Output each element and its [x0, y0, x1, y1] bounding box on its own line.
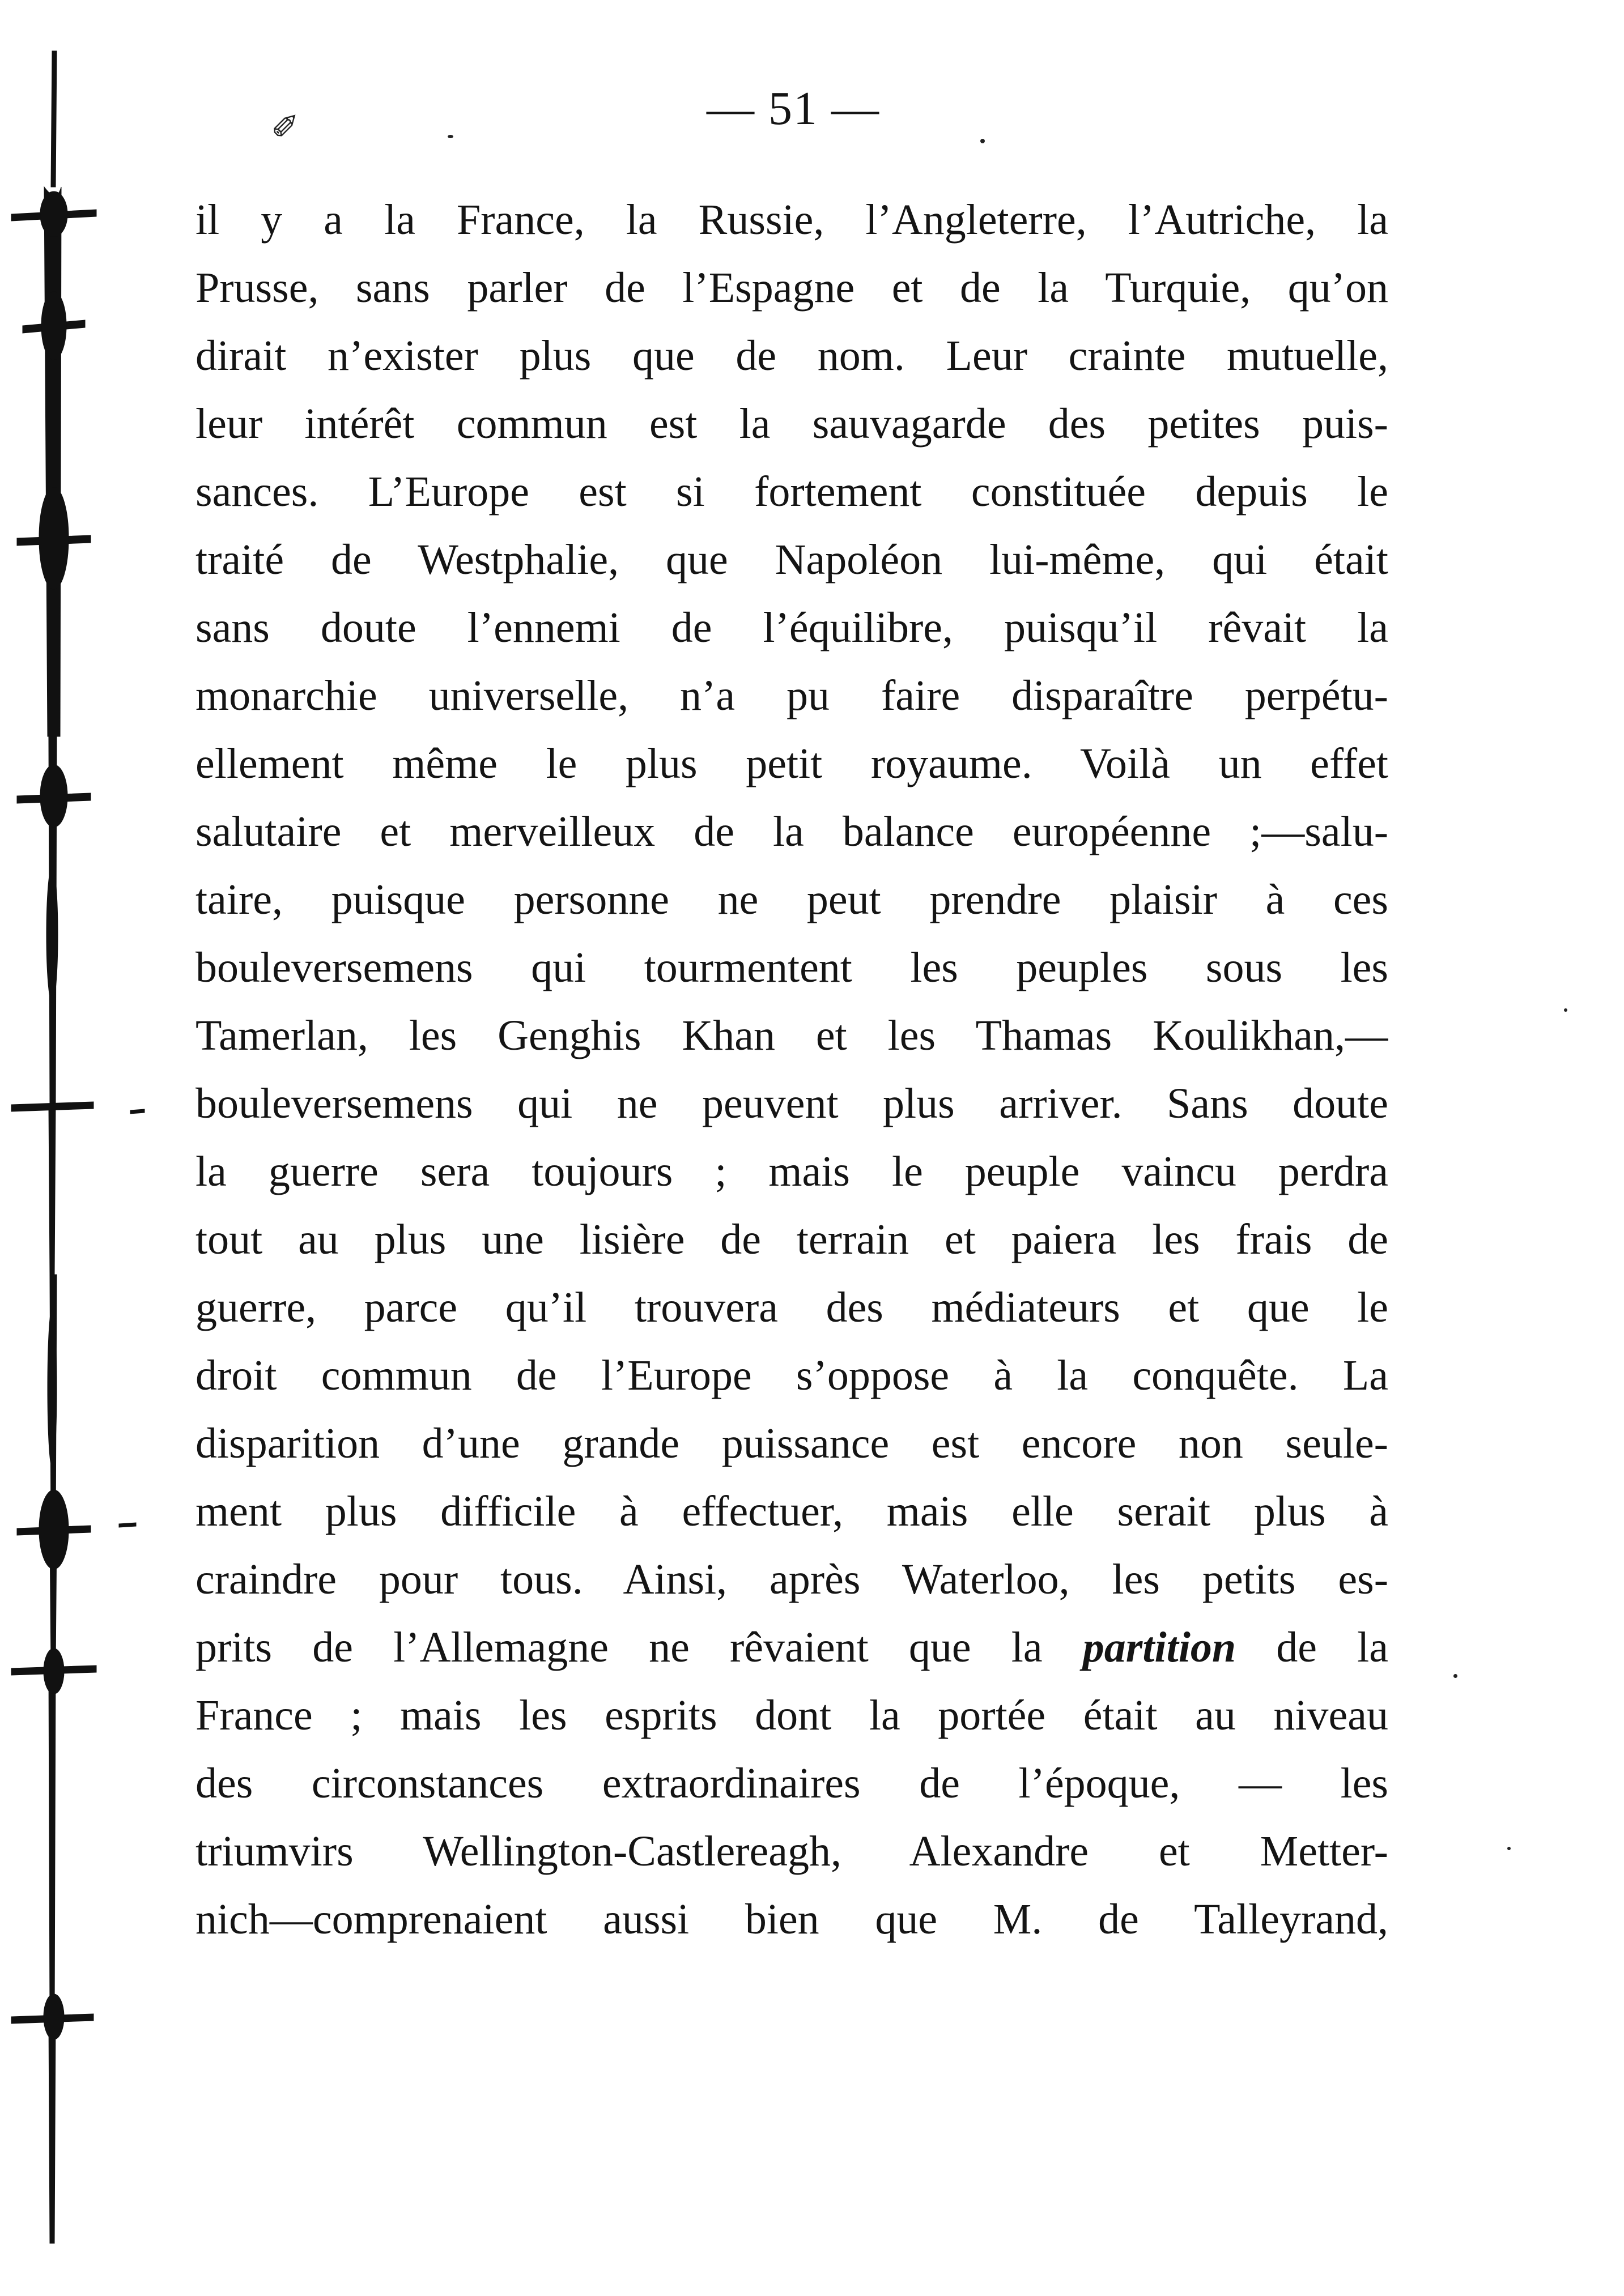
- text-line: France ; mais les esprits dont la portée était au niveau: [195, 1692, 1388, 1739]
- text-line: sances. L’Europe est si fortement constituée depuis le: [195, 468, 1388, 516]
- text-line: des circonstances extraordinaires de l’époque, — les: [195, 1760, 1388, 1807]
- text-line: la guerre sera toujours ; mais le peuple vaincu perdra: [195, 1148, 1388, 1195]
- ink-speck: [1507, 1847, 1511, 1850]
- text-line: leur intérêt commun est la sauvagarde des petites puis-: [195, 400, 1388, 448]
- text-line: tout au plus une lisière de terrain et paiera les frais de: [195, 1216, 1388, 1263]
- ink-speck: [1564, 1008, 1567, 1012]
- text-line: monarchie universelle, n’a pu faire disparaître perpétu-: [195, 672, 1388, 719]
- text-line: ellement même le plus petit royaume. Voilà un effet: [195, 740, 1388, 787]
- text-line: bouleversemens qui tourmentent les peuples sous les: [195, 944, 1388, 991]
- stray-ink-mark: ✐: [271, 108, 300, 147]
- text-line: droit commun de l’Europe s’oppose à la conquête. La: [195, 1352, 1388, 1399]
- binding-stitch-marks: [0, 0, 147, 2296]
- text-line: salutaire et merveilleux de la balance européenne ;—salu-: [195, 808, 1388, 855]
- ink-speck: [980, 139, 985, 143]
- text-line: Prusse, sans parler de l’Espagne et de la Turquie, qu’on: [195, 264, 1388, 312]
- ink-speck: [1453, 1674, 1457, 1678]
- page-number: — 51 —: [707, 82, 880, 135]
- text-line: traité de Westphalie, que Napoléon lui-même, qui était: [195, 536, 1388, 583]
- text-line: taire, puisque personne ne peut prendre plaisir à ces: [195, 876, 1388, 923]
- text-line: craindre pour tous. Ainsi, après Waterloo, les petits es-: [195, 1556, 1388, 1603]
- text-line: guerre, parce qu’il trouvera des médiateurs et que le: [195, 1284, 1388, 1331]
- text-line: ment plus difficile à effectuer, mais elle serait plus à: [195, 1488, 1388, 1535]
- text-segment: de la: [1236, 1624, 1388, 1671]
- text-line: sans doute l’ennemi de l’équilibre, puisqu’il rêvait la: [195, 604, 1388, 651]
- body-text: [195, 186, 1388, 1953]
- text-line: bouleversemens qui ne peuvent plus arriver. Sans doute: [195, 1080, 1388, 1127]
- italic-word: partition: [1082, 1624, 1236, 1671]
- text-segment: prits de l’Allemagne ne rêvaient que la: [195, 1624, 1083, 1671]
- ink-speck: [448, 135, 453, 138]
- text-line: il y a la France, la Russie, l’Angleterre, l’Autriche, la: [195, 196, 1388, 244]
- text-line: nich—comprenaient aussi bien que M. de Talleyrand,: [195, 1895, 1388, 1943]
- text-line: triumvirs Wellington-Castlereagh, Alexandre et Metter-: [195, 1828, 1388, 1875]
- text-line: Tamerlan, les Genghis Khan et les Thamas Koulikhan,—: [195, 1012, 1388, 1059]
- text-line: [195, 1613, 1388, 1681]
- text-line: disparition d’une grande puissance est encore non seule-: [195, 1420, 1388, 1467]
- text-line: dirait n’exister plus que de nom. Leur crainte mutuelle,: [195, 332, 1388, 380]
